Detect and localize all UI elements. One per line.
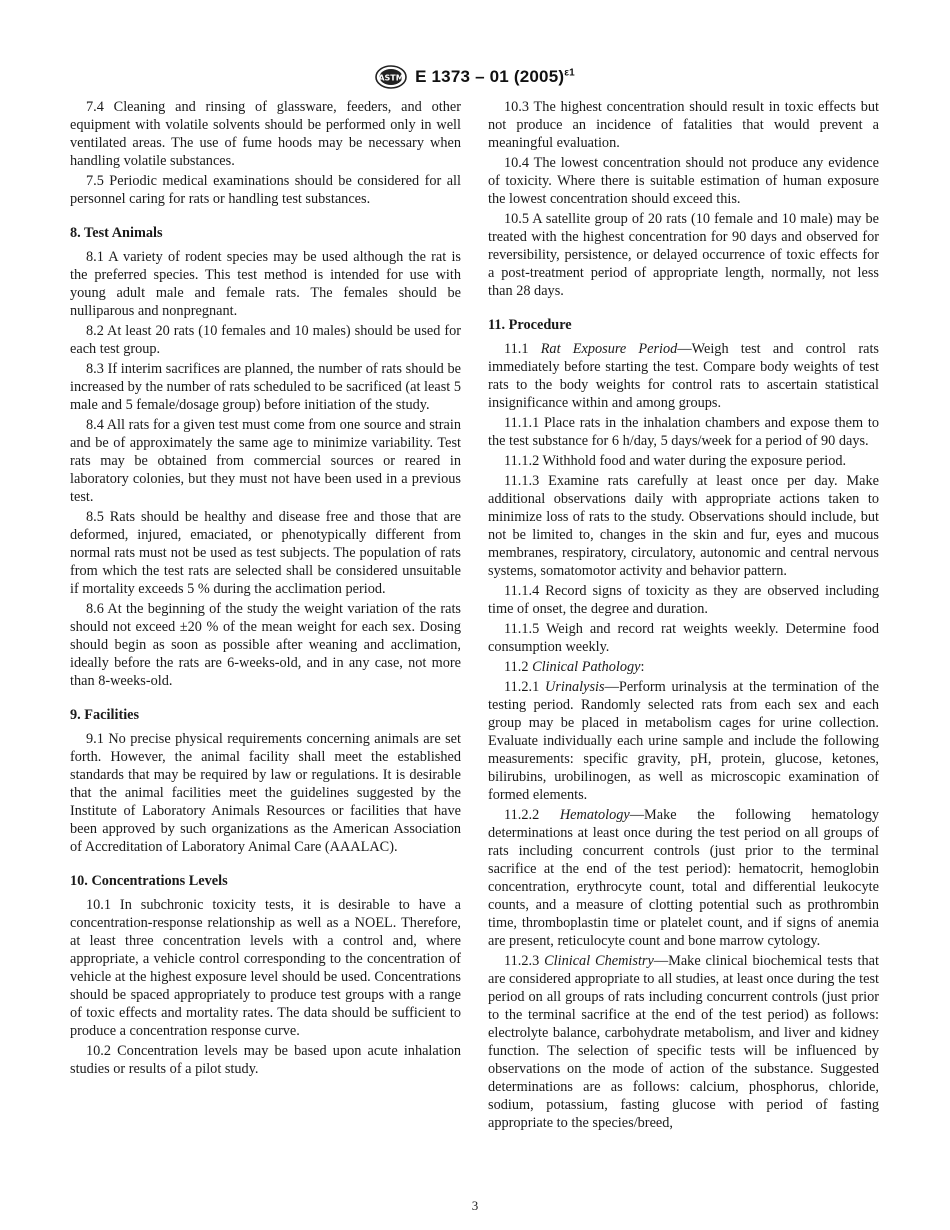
paragraph-11-2-1: 11.2.1 Urinalysis—Perform urinalysis at the termination of the testing period. Randomly selected rats from each sex and each group may be placed in metabolism cages for urine collection. Evaluate individually each urine sample and include the following measurements: specific gravity, pH, protein, glucose, ketones, bilirubins, urobilinogen, as well as microscopic examination of formed elements.: [488, 679, 879, 803]
paragraph-8-3: 8.3 If interim sacrifices are planned, the number of rats should be increased by the number of rats scheduled to be sacrificed (at least 5 male and 5 female/dosage group) before initiation of the study.: [70, 361, 461, 413]
astm-logo-icon: [375, 65, 407, 89]
section-heading-10: 10. Concentrations Levels: [70, 873, 228, 889]
page-number: 3: [471, 1198, 479, 1213]
paragraph-10-5: 10.5 A satellite group of 20 rats (10 female and 10 male) may be treated with the highest concentration for 90 days and observed for reversibility, persistence, or delayed occurrence of toxic effects for a post-treatment period of appropriate length, normally, not less than 28 days.: [488, 211, 879, 299]
term-clinical-chemistry: Clinical Chemistry: [544, 953, 654, 969]
section-heading-9: 9. Facilities: [70, 707, 140, 723]
section-heading-11: 11. Procedure: [488, 317, 572, 333]
paragraph-11-2-3: 11.2.3 Clinical Chemistry—Make clinical biochemical tests that are considered appropriate to all studies, at least once during the test period on all groups of rats including concurrent controls (just prior to the terminal sacrifice at the end of the test period) as follows: electrolyte balance, carbohydrate metabolism, and liver and kidney function. The selection of specific tests will be influenced by observations on the mode of action of the substance. Suggested determinations are as follows: calcium, phosphorus, chloride, sodium, potassium, fasting glucose with period of fasting appropriate to the species/breed,: [488, 953, 879, 1131]
edition-superscript: ε1: [564, 67, 575, 79]
paragraph-10-3: 10.3 The highest concentration should result in toxic effects but not produce an incidence of fatalities that would prevent a meaningful evaluation.: [488, 99, 879, 151]
paragraph-10-2: 10.2 Concentration levels may be based upon acute inhalation studies or results of a pilot study.: [70, 1043, 461, 1077]
paragraph-11-2-2: 11.2.2 Hematology—Make the following hematology determinations at least once during the test period on all groups of rats including concurrent controls (just prior to the terminal sacrifice at the end of the test period): hematocrit, hemoglobin concentration, erythrocyte count, total and differential leukocyte counts, and a measure of clotting potential such as prothrombin time, thromboplastin time or platelet count, and if signs of anemia are present, reticulocyte count and bone marrow cytology.: [488, 807, 879, 949]
standard-designation: E 1373 – 01 $(2005)^{\varepsilon 1}$: [415, 67, 575, 86]
paragraph-11-1-1: 11.1.1 Place rats in the inhalation chambers and expose them to the test substance for 6 h/day, 5 days/week for a period of 90 days.: [488, 415, 879, 449]
paragraph-8-6: 8.6 At the beginning of the study the weight variation of the rats should not exceed ±20 % of the mean weight for each sex. Dosing should begin as soon as possible after weaning and acclimation, ideally before the rats are 6-weeks-old, and in any case, not more than 8-weeks-old.: [70, 601, 461, 689]
paragraph-10-1: 10.1 In subchronic toxicity tests, it is desirable to have a concentration-response relationship as well as a NOEL. Therefore, at least three concentration levels with a control and, where appropriate, a vehicle control corresponding to the concentration of vehicle at the highest exposure level should be used. Concentrations should be spaced appropriately to produce test groups with a range of toxic effects and mortality rates. The data should be sufficient to produce a concentration response curve.: [70, 897, 461, 1039]
paragraph-7-4: 7.4 Cleaning and rinsing of glassware, feeders, and other equipment with volatile solvents should be performed only in well ventilated areas. The use of fume hoods may be necessary when handling volatile substances.: [70, 99, 461, 169]
term-clinical-pathology: Clinical Pathology: [532, 659, 641, 675]
section-heading-8: 8. Test Animals: [70, 225, 163, 241]
page-header: [0, 62, 950, 92]
paragraph-11-1-2: 11.1.2 Withhold food and water during the exposure period.: [504, 453, 847, 469]
right-column: [488, 98, 879, 1134]
paragraph-10-4: 10.4 The lowest concentration should not produce any evidence of toxicity. Where there is suitable estimation of human exposure the lowest concentration should exceed this.: [488, 155, 879, 207]
paragraph-11-1-4: 11.1.4 Record signs of toxicity as they are observed including time of onset, the degree and duration.: [488, 583, 879, 617]
paragraph-11-1: 11.1 Rat Exposure Period—Weigh test and control rats immediately before starting the test. Compare body weights of test rats to the body weights for control rats to ascertain statistical insignificance within and among groups.: [488, 341, 879, 411]
paragraph-8-5: 8.5 Rats should be healthy and disease free and those that are deformed, injured, emaciated, or phenotypically different from normal rats must not be used as test subjects. The population of rats from which the test rats are selected shall be considered unsuitable if mortality exceeds 5 % during the acclimation period.: [70, 509, 461, 597]
paragraph-8-4: 8.4 All rats for a given test must come from one source and strain and be of approximately the same age to minimize variability. Test rats may be obtained from commercial sources or reared in laboratory colonies, but they must not have been used in a previous test.: [70, 417, 461, 505]
term-urinalysis: Urinalysis: [545, 679, 605, 695]
paragraph-11-1-5: 11.1.5 Weigh and record rat weights weekly. Determine food consumption weekly.: [488, 621, 879, 655]
svg-text:ASTM: ASTM: [378, 73, 404, 83]
paragraph-11-1-3: 11.1.3 Examine rats carefully at least once per day. Make additional observations daily with appropriate actions taken to minimize loss of rats to the study. Observations should include, but not be limited to, changes in the skin and fur, eyes and mucous membranes, respiratory, circulatory, autonomic and central nervous systems, somatomotor activity and behavior pattern.: [488, 473, 879, 579]
paragraph-9-1: 9.1 No precise physical requirements concerning animals are set forth. However, the animal facility shall meet the established standards that may be required by law or regulations. It is desirable that the animal facilities meet the guidelines suggested by the Institute of Laboratory Animals Resources or facilities that have been approved by such organizations as the American Association of Accreditation of Laboratory Animal Care (AAALAC).: [70, 731, 461, 855]
term-rat-exposure-period: Rat Exposure Period: [540, 341, 678, 357]
paragraph-8-1: 8.1 A variety of rodent species may be used although the rat is the preferred species. This test method is intended for use with young adult male and female rats. The females should be nulliparous and nonpregnant.: [70, 249, 461, 319]
paragraph-7-5: 7.5 Periodic medical examinations should be considered for all personnel caring for rats or handling test substances.: [70, 173, 461, 207]
term-hematology: Hematology: [559, 807, 630, 823]
left-column: [70, 98, 461, 1080]
paragraph-11-2: 11.2 Clinical Pathology:: [504, 659, 645, 675]
paragraph-8-2: 8.2 At least 20 rats (10 females and 10 males) should be used for each test group.: [70, 323, 461, 357]
